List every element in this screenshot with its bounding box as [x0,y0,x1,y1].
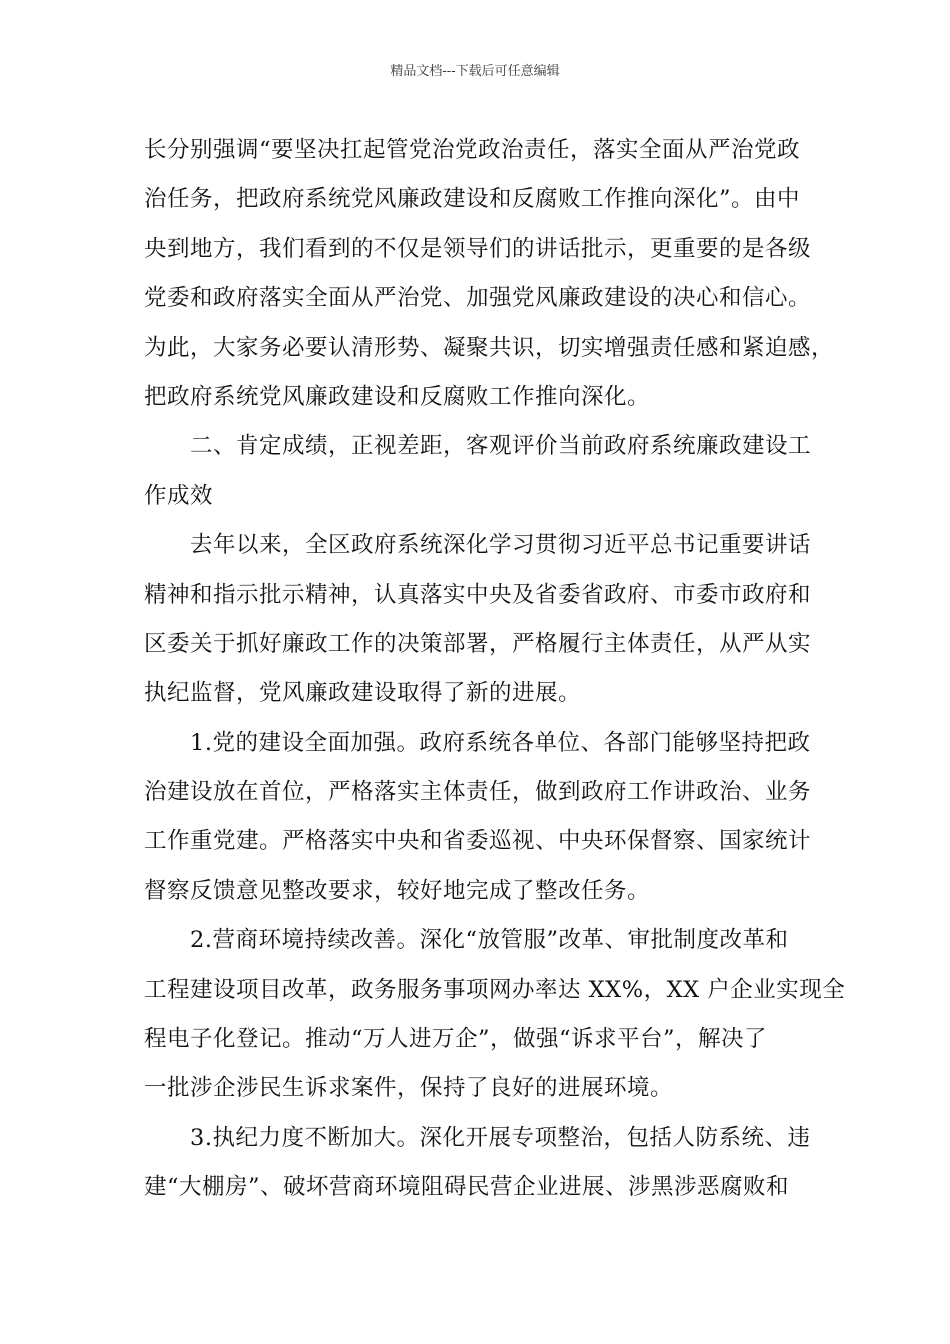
list-item-line: 工作重党建。严格落实中央和省委巡视、中央环保督察、国家统计 [144,828,812,855]
paragraph-line: 去年以来，全区政府系统深化学习贯彻习近平总书记重要讲话 [190,532,812,559]
page-header: 精品文档---下载后可任意编辑 [390,64,560,79]
paragraph-line: 为此，大家务必要认清形势、凝聚共识，切实增强责任感和紧迫感， [144,334,835,361]
list-item-line: 1.党的建设全面加强。政府系统各单位、各部门能够坚持把政 [190,729,811,756]
paragraph-line: 长分别强调“要坚决扛起管党治党政治责任，落实全面从严治党政 [144,137,801,163]
paragraph-line: 央到地方，我们看到的不仅是领导们的讲话批示，更重要的是各级 [144,235,812,262]
section-heading-line: 作成效 [144,482,214,509]
list-item-line: 督察反馈意见整改要求，较好地完成了整改任务。 [144,877,651,904]
paragraph-line: 精神和指示批示精神，认真落实中央及省委省政府、市委市政府和 [144,581,812,608]
paragraph-line: 治任务，把政府系统党风廉政建设和反腐败工作推向深化”。由中 [144,186,801,213]
list-item-line: 一批涉企涉民生诉求案件，保持了良好的进展环境。 [144,1075,674,1102]
list-item-line: 3.执纪力度不断加大。深化开展专项整治，包括人防系统、违 [190,1124,811,1151]
paragraph-line: 党委和政府落实全面从严治党、加强党风廉政建设的决心和信心。 [144,285,812,312]
list-item-line: 程电子化登记。推动“万人进万企”，做强“诉求平台”，解决了 [144,1026,768,1053]
paragraph-line: 执纪监督，党风廉政建设取得了新的进展。 [144,680,582,707]
list-item-line: 治建设放在首位，严格落实主体责任，做到政府工作讲政治、业务 [144,779,812,806]
list-item-line: 工程建设项目改革，政务服务事项网办率达 XX%，XX 户企业实现全 [144,976,846,1003]
section-heading-line: 二、肯定成绩，正视差距，客观评价当前政府系统廉政建设工 [190,433,812,460]
list-item-line: 建“大棚房”、破坏营商环境阻碍民营企业进展、涉黑涉恶腐败和 [144,1174,790,1201]
paragraph-line: 区委关于抓好廉政工作的决策部署，严格履行主体责任，从严从实 [144,630,812,657]
paragraph-line: 把政府系统党风廉政建设和反腐败工作推向深化。 [144,383,651,410]
document-body [144,126,846,1213]
list-item-line: 2.营商环境持续改善。深化“放管服”改革、审批制度改革和 [190,927,789,954]
